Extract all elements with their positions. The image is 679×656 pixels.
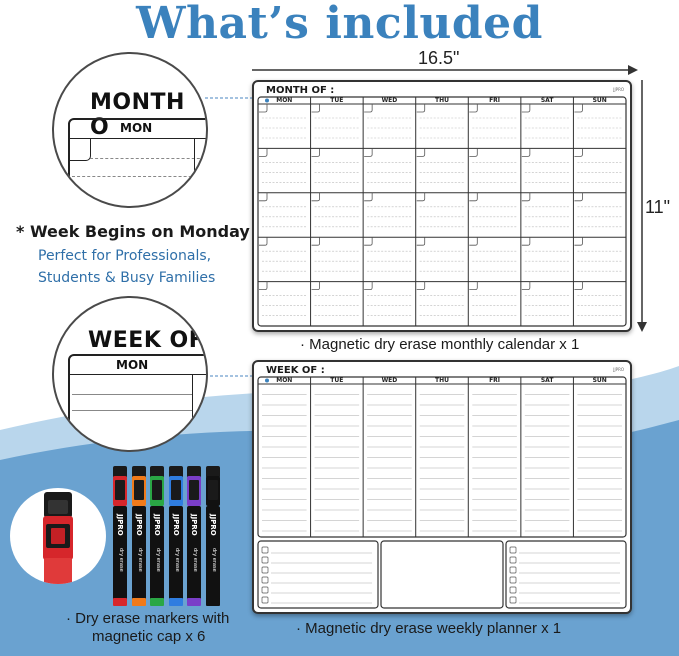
monthly-title: MONTH OF : [266,85,335,96]
marker-label: JJPRO [171,514,180,536]
monthly-grid [254,82,630,330]
monthly-day-mon: MON [276,97,293,104]
monthly-caption: · Magnetic dry erase monthly calendar x 1 [300,336,580,353]
weekly-day-thu: THU [434,377,449,384]
zoom-week-line [72,394,192,395]
zoom-month-day: MON [120,121,153,135]
marker-sub-label: dry erase [136,548,143,572]
weekly-title: WEEK OF : [266,365,325,376]
marker-closeup-circle [10,488,106,584]
marker-label: JJPRO [134,514,143,536]
width-label: 16.5" [418,48,460,68]
weekly-day-mon: MON [276,377,293,384]
marker-1 [112,466,128,606]
zoom-month-line [72,176,208,177]
marker-sub-label: dry erase [173,548,180,572]
marker-sub-label: dry erase [118,548,124,572]
weekly-caption: · Magnetic dry erase weekly planner x 1 [296,620,562,637]
marker-set [112,466,222,606]
markers-caption-1: · Dry erase markers with [66,610,230,627]
monthly-brand: JJPRO [613,87,624,92]
audience-line-1: Perfect for Professionals, [38,248,212,264]
markers-caption-2: magnetic cap x 6 [92,628,206,645]
marker-label: JJPRO [190,514,198,536]
page-title: What’s included [136,0,543,49]
height-label: 11" [645,197,671,217]
monthly-day-sat: SAT [540,97,554,104]
zoom-week-line [72,410,192,411]
zoom-month-title: MONTH O [90,90,185,140]
monthly-calendar [252,80,632,332]
marker-label: JJPRO [153,514,161,536]
zoom-week-day: MON [116,358,149,372]
weekly-day-sat: SAT [540,377,554,384]
marker-4 [168,466,184,606]
marker-6 [205,466,221,606]
marker-closeup [10,488,106,584]
monthly-day-sun: SUN [592,97,607,104]
monthly-day-fri: FRI [489,97,501,104]
marker-sub-label: dry erase [192,548,198,572]
marker-label: JJPRO [208,514,217,536]
weekly-day-sun: SUN [592,377,607,384]
week-begins-note: * Week Begins on Monday [16,222,250,241]
zoom-month-date-box [68,138,91,161]
monthly-day-thu: THU [434,97,449,104]
marker-sub-label: dry erase [155,548,161,572]
weekly-day-fri: FRI [489,377,501,384]
zoom-month-circle [52,52,208,208]
zoom-week-divider [68,374,208,375]
marker-label: JJPRO [116,514,124,536]
zoom-week-col [192,374,193,434]
weekly-day-tue: TUE [330,377,344,384]
zoom-week-title: WEEK OF [88,328,205,353]
monthly-day-tue: TUE [330,97,344,104]
weekly-grid [254,362,630,612]
audience-line-2: Students & Busy Families [38,270,216,286]
zoom-week-circle [52,296,208,452]
weekly-planner [252,360,632,614]
marker-3 [149,466,165,606]
marker-5 [186,466,202,606]
zoom-month-col [194,138,195,208]
marker-sub-label: dry erase [210,548,217,572]
weekly-brand: JJPRO [613,367,624,372]
marker-2 [131,466,147,606]
monthly-day-wed: WED [381,97,398,104]
zoom-month-line [90,158,208,159]
weekly-day-wed: WED [381,377,398,384]
